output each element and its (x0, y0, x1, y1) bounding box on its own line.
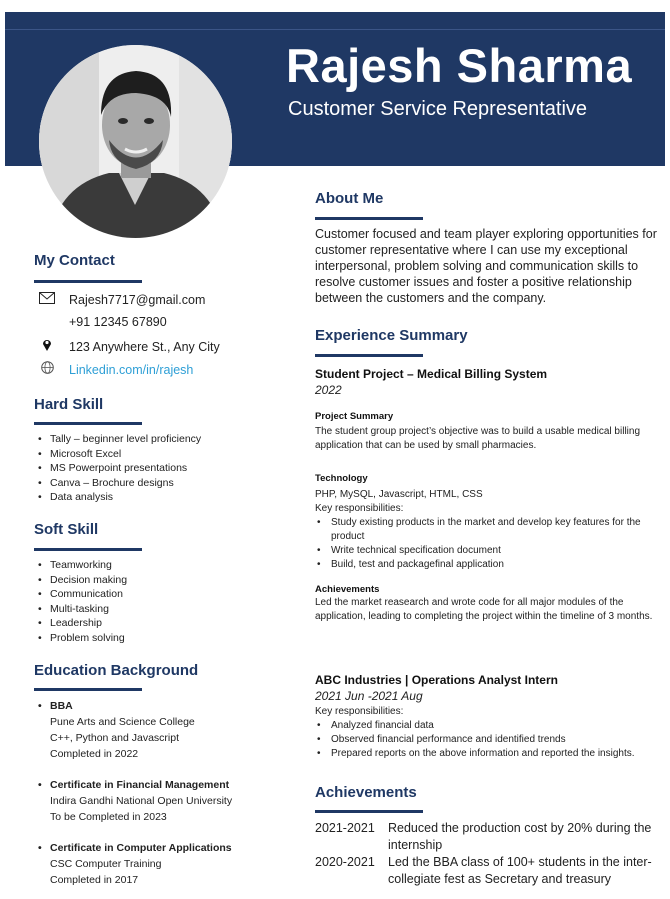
achievements-heading: Achievements (315, 784, 417, 801)
profile-photo (39, 45, 232, 238)
education-title: • Certificate in Computer Applications (38, 840, 232, 856)
candidate-name: Rajesh Sharma (286, 39, 633, 92)
internship-responsibilities (315, 719, 660, 761)
project-title: Student Project – Medical Billing System (315, 367, 548, 381)
project-summary: The student group project’s objective was to build a usable medical billing application that can be used by small pharmacies. (315, 426, 641, 451)
education-line: To be Completed in 2023 (50, 811, 167, 823)
about-rule (315, 217, 423, 220)
education-heading: Education Background (34, 662, 199, 679)
list-item: • Prepared reports on the above information and reported the insights. (315, 747, 660, 761)
list-item: • Observed financial performance and identified trends (315, 733, 660, 747)
achievement-year: 2020-2021 (315, 855, 375, 869)
education-entry (38, 698, 195, 762)
education-entry (38, 840, 232, 888)
contact-heading-rule (34, 280, 142, 283)
education-title: • BBA (38, 698, 195, 714)
about-text: Customer focused and team player exploring opportunities for customer representative where I can use my exceptional interpersonal, problem solving and communication skills to resolve customer issues and foster a positive relationship between the customers and the company. (315, 227, 657, 305)
contact-email[interactable] (37, 292, 205, 307)
education-line: CSC Computer Training (50, 858, 162, 870)
list-item: • Problem solving (38, 631, 127, 646)
phone-text: +91 12345 67890 (69, 315, 167, 329)
experience-rule (315, 354, 423, 357)
internship-block (315, 673, 660, 761)
responsibilities-label: Key responsibilities: (315, 503, 404, 514)
soft-skill-rule (34, 548, 142, 551)
project-achievements-text: Led the market reasearch and wrote code for all major modules of the application, leading to completing the project within the timeline of 3 months. (315, 597, 653, 622)
achievement-row (315, 820, 660, 854)
about-heading: About Me (315, 190, 384, 207)
technology-text: PHP, MySQL, Javascript, HTML, CSS (315, 489, 483, 500)
list-item: • MS Powerpoint presentations (38, 461, 201, 476)
globe-icon (37, 361, 57, 377)
linkedin-link[interactable]: Linkedin.com/in/rajesh (69, 363, 194, 377)
list-item: • Write technical specification document (315, 544, 660, 558)
location-pin-icon (37, 338, 57, 354)
list-item: • Leadership (38, 616, 127, 631)
project-summary-label: Project Summary (315, 411, 394, 422)
achievement-text: Led the BBA class of 100+ students in the inter-collegiate fest as Secretary and treasury (388, 855, 652, 886)
internship-responsibilities-label: Key responsibilities: (315, 706, 404, 717)
list-item: • Data analysis (38, 490, 201, 505)
list-item: • Multi-tasking (38, 602, 127, 617)
list-item: • Build, test and packagefinal application (315, 558, 660, 572)
hard-skill-heading: Hard Skill (34, 396, 104, 413)
list-item: • Study existing products in the market and develop key features for the product (315, 516, 660, 544)
achievement-year: 2021-2021 (315, 821, 375, 835)
education-line: Completed in 2022 (50, 748, 139, 760)
contact-phone (37, 315, 167, 329)
achievement-text: Reduced the production cost by 20% during the internship (388, 821, 652, 852)
project-achievements-label: Achievements (315, 584, 380, 595)
education-line: C++, Python and Javascript (50, 732, 179, 744)
achievement-row (315, 854, 660, 888)
achievements-rule (315, 810, 423, 813)
internship-title: ABC Industries | Operations Analyst Intern (315, 673, 558, 687)
list-item: • Decision making (38, 573, 127, 588)
list-item: • Microsoft Excel (38, 447, 201, 462)
hard-skill-list (38, 432, 201, 505)
education-line: Completed in 2017 (50, 874, 139, 886)
soft-skill-list (38, 558, 127, 645)
experience-heading: Experience Summary (315, 327, 468, 344)
job-title: Customer Service Representative (288, 98, 588, 120)
mail-icon (37, 292, 57, 307)
project-year: 2022 (315, 383, 342, 397)
list-item: • Canva – Brochure designs (38, 476, 201, 491)
address-text: 123 Anywhere St., Any City (69, 340, 220, 354)
education-line: Pune Arts and Science College (50, 716, 195, 728)
project-responsibilities (315, 516, 660, 572)
contact-heading: My Contact (34, 252, 115, 269)
contact-linkedin[interactable] (37, 361, 193, 377)
education-rule (34, 688, 142, 691)
education-line: Indira Gandhi National Open University (50, 795, 233, 807)
soft-skill-heading: Soft Skill (34, 521, 99, 538)
list-item: • Communication (38, 587, 127, 602)
internship-period: 2021 Jun -2021 Aug (315, 689, 423, 703)
list-item: • Tally – beginner level proficiency (38, 432, 201, 447)
education-entry (38, 777, 232, 825)
contact-address (37, 338, 220, 354)
project-block (315, 367, 660, 624)
list-item: • Teamworking (38, 558, 127, 573)
email-text: Rajesh7717@gmail.com (69, 293, 206, 307)
banner-divider (5, 29, 665, 30)
list-item: • Analyzed financial data (315, 719, 660, 733)
technology-label: Technology (315, 473, 368, 484)
education-title: • Certificate in Financial Management (38, 777, 232, 793)
hard-skill-rule (34, 422, 142, 425)
